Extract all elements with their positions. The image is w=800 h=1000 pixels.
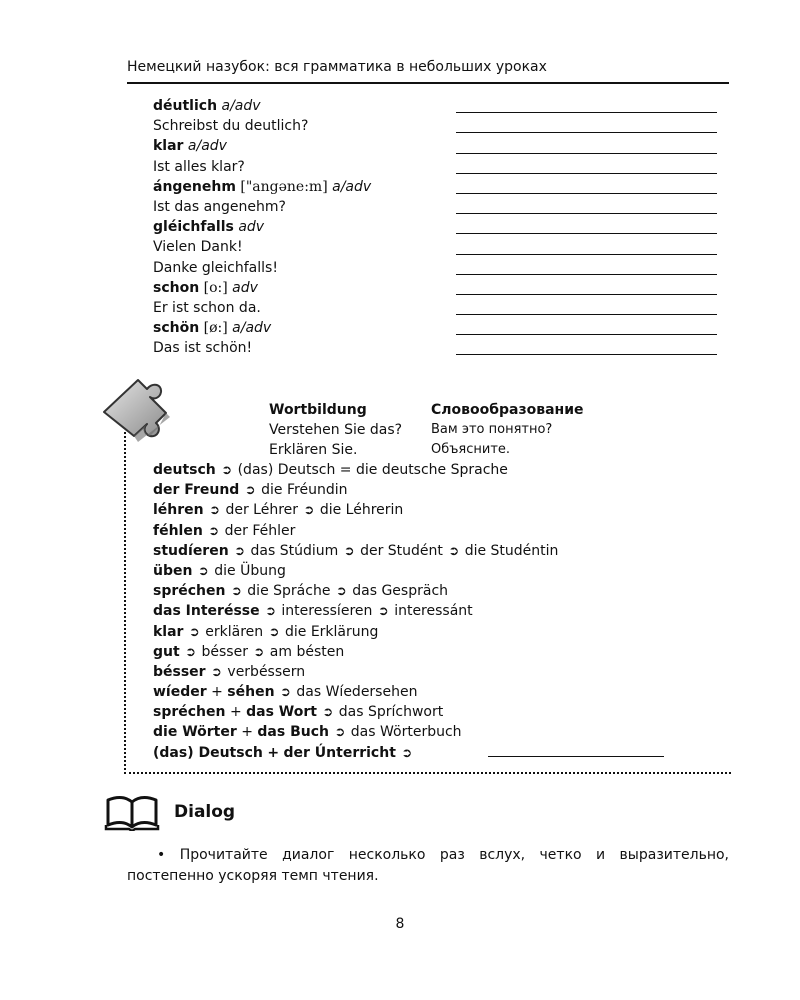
vocab-example: Das ist schön! [153, 340, 253, 357]
vocab-row [153, 258, 728, 278]
base-word: féhlen [153, 522, 203, 539]
answer-line[interactable] [456, 354, 717, 355]
slovoobrazovanie-heading: Словообразование [431, 402, 584, 418]
vocab-example: Er ist schon da. [153, 299, 261, 316]
derived-word: verbéssern [227, 663, 306, 680]
vocab-row [153, 298, 728, 318]
word-formation-row [153, 500, 723, 520]
arrow-icon: ➲ [244, 483, 256, 499]
base-word: + [267, 744, 280, 761]
vocab-part-of-speech: a/adv [332, 178, 372, 195]
vocab-transcription: [o:] [203, 279, 228, 296]
arrow-icon: ➲ [211, 664, 222, 680]
answer-line[interactable] [456, 334, 717, 335]
answer-line[interactable] [456, 254, 717, 255]
derived-word: das Spríchwort [338, 704, 444, 721]
answer-line[interactable] [456, 274, 717, 275]
word-formation-row [153, 622, 723, 642]
word-formation-row [153, 743, 723, 763]
derived-word: die Fréundin [261, 482, 348, 499]
arrow-icon: ➲ [209, 503, 220, 519]
base-word: léhren [153, 502, 204, 519]
answer-line[interactable] [456, 173, 717, 174]
derived-word: das Wörterbuch [350, 724, 462, 741]
vocab-row [153, 338, 728, 358]
word-formation-row [153, 662, 723, 682]
answer-line[interactable] [456, 153, 717, 154]
arrow-icon: ➲ [188, 624, 200, 640]
arrow-icon: ➲ [280, 685, 291, 701]
answer-blank[interactable] [488, 743, 664, 757]
vocab-part-of-speech: a/adv [221, 98, 261, 114]
wortbildung-heading: Wortbildung [269, 402, 367, 418]
vocab-row [153, 318, 728, 338]
arrow-icon: ➲ [335, 584, 347, 600]
vocab-word: klar [153, 138, 184, 155]
russian-phrase: Вам это понятно? [431, 422, 553, 437]
derived-word: + [229, 704, 242, 721]
vocab-word: gléichfalls [153, 219, 234, 236]
word-formation-row [153, 480, 723, 500]
word-formation-row [153, 521, 723, 541]
word-formation-row [153, 460, 723, 480]
vocab-transcription: ["angəne:m] [240, 178, 328, 195]
vocabulary-list [153, 96, 728, 358]
base-word: séhen [227, 684, 275, 701]
answer-line[interactable] [456, 314, 717, 315]
base-word: (das) Deutsch [153, 744, 263, 761]
base-word: bésser [153, 663, 206, 680]
derived-word: + [241, 724, 253, 741]
vocab-example: Danke gleichfalls! [153, 259, 278, 276]
vocab-row [153, 157, 728, 177]
word-formation-russian-column [431, 400, 584, 460]
vocab-example: Ist das angenehm? [153, 198, 286, 215]
word-formation-list [153, 460, 723, 763]
base-word: wíeder [153, 684, 207, 701]
vocab-example: Vielen Dank! [153, 239, 243, 256]
vocab-part-of-speech: a/adv [187, 138, 227, 155]
arrow-icon: ➲ [343, 543, 355, 559]
arrow-icon: ➲ [377, 604, 389, 620]
base-word: gut [153, 643, 180, 660]
arrow-icon: ➲ [265, 604, 276, 620]
vocab-part-of-speech: adv [238, 219, 265, 236]
base-word: studíeren [153, 542, 229, 559]
german-phrase: Verstehen Sie das? [269, 422, 403, 438]
derived-word: das Gespräch [352, 583, 449, 600]
derived-word: die Erklärung [284, 623, 379, 640]
vocab-row [153, 177, 728, 197]
word-formation-row [153, 581, 723, 601]
word-formation-german-column [269, 400, 402, 460]
vocab-part-of-speech: a/adv [232, 320, 272, 337]
answer-line[interactable] [456, 193, 717, 194]
vocab-word: schön [153, 320, 200, 337]
base-word: der Freund [153, 482, 240, 499]
word-formation-row [153, 561, 723, 581]
instruction-text: Прочитайте диалог несколько раз вслух, четко и выразительно, постепенно ускоряя темп чтения. [127, 847, 729, 884]
derived-word: der Léhrer [225, 502, 299, 519]
derived-word: interessíeren [281, 603, 373, 620]
base-word: üben [153, 562, 193, 579]
vocab-example: Ist alles klar? [153, 158, 245, 175]
base-word: die Wörter [153, 724, 237, 741]
answer-line[interactable] [456, 294, 717, 295]
derived-word: + [211, 684, 223, 701]
vocab-word: déutlich [153, 98, 218, 114]
word-formation-row [153, 682, 723, 702]
word-formation-row [153, 702, 723, 722]
arrow-icon: ➲ [448, 543, 460, 559]
running-header: Немецкий назубок: вся грамматика в небольших уроках [127, 56, 729, 84]
arrow-icon: ➲ [230, 584, 242, 600]
vocab-word: schon [153, 279, 200, 296]
answer-line[interactable] [456, 112, 717, 113]
derived-word: die Léhrerin [319, 502, 404, 519]
derived-word: interessánt [394, 603, 473, 620]
vocab-part-of-speech: adv [232, 279, 258, 296]
vocab-row [153, 136, 728, 156]
derived-word: die Studéntin [464, 542, 559, 559]
vocab-row [153, 217, 728, 237]
russian-phrase: Объясните. [431, 442, 511, 457]
arrow-icon: ➲ [401, 745, 413, 761]
derived-word: das Wíedersehen [296, 684, 418, 701]
vocab-transcription: [ø:] [203, 320, 228, 337]
derived-word: am bésten [269, 643, 345, 660]
dialog-instruction [127, 845, 729, 887]
page-number: 8 [395, 916, 405, 932]
word-formation-row [153, 642, 723, 662]
bullet: • [157, 847, 166, 863]
vocab-row [153, 116, 728, 136]
derived-word: der Studént [360, 542, 443, 559]
arrow-icon: ➲ [253, 644, 265, 660]
base-word: das Interésse [153, 603, 260, 620]
derived-word: erklären [205, 623, 264, 640]
vocab-row [153, 237, 728, 257]
base-word: das Wort [246, 704, 317, 721]
derived-word: die Spráche [247, 583, 331, 600]
word-formation-row [153, 601, 723, 621]
arrow-icon: ➲ [197, 563, 209, 579]
arrow-icon: ➲ [303, 503, 315, 519]
base-word: spréchen [153, 704, 226, 721]
base-word: klar [153, 623, 184, 640]
arrow-icon: ➲ [185, 644, 197, 660]
vocab-row [153, 278, 728, 298]
derived-word: das Stúdium [250, 542, 339, 559]
vocab-word: ángenehm [153, 178, 236, 195]
german-phrase: Erklären Sie. [269, 442, 358, 458]
derived-word: bésser [201, 643, 248, 660]
base-word: deutsch [153, 462, 216, 478]
base-word: der Únterricht [283, 744, 396, 761]
base-word: spréchen [153, 583, 226, 600]
arrow-icon: ➲ [234, 543, 246, 559]
vocab-example: Schreibst du deutlich? [153, 118, 309, 135]
word-formation-row [153, 722, 723, 742]
answer-line[interactable] [456, 213, 717, 214]
word-formation-row [153, 541, 723, 561]
open-book-icon [104, 795, 160, 831]
answer-line[interactable] [456, 132, 717, 133]
derived-word: der Féhler [224, 522, 296, 539]
arrow-icon: ➲ [208, 523, 220, 539]
derived-word: (das) Deutsch = die deutsche Sprache [237, 462, 508, 478]
dialog-heading: Dialog [174, 802, 236, 822]
arrow-icon: ➲ [334, 725, 346, 741]
answer-line[interactable] [456, 233, 717, 234]
arrow-icon: ➲ [322, 705, 334, 721]
arrow-icon: ➲ [221, 463, 233, 478]
vocab-row [153, 197, 728, 217]
arrow-icon: ➲ [268, 624, 280, 640]
derived-word: die Übung [214, 562, 286, 579]
vocab-row [153, 96, 728, 116]
base-word: das Buch [257, 724, 329, 741]
